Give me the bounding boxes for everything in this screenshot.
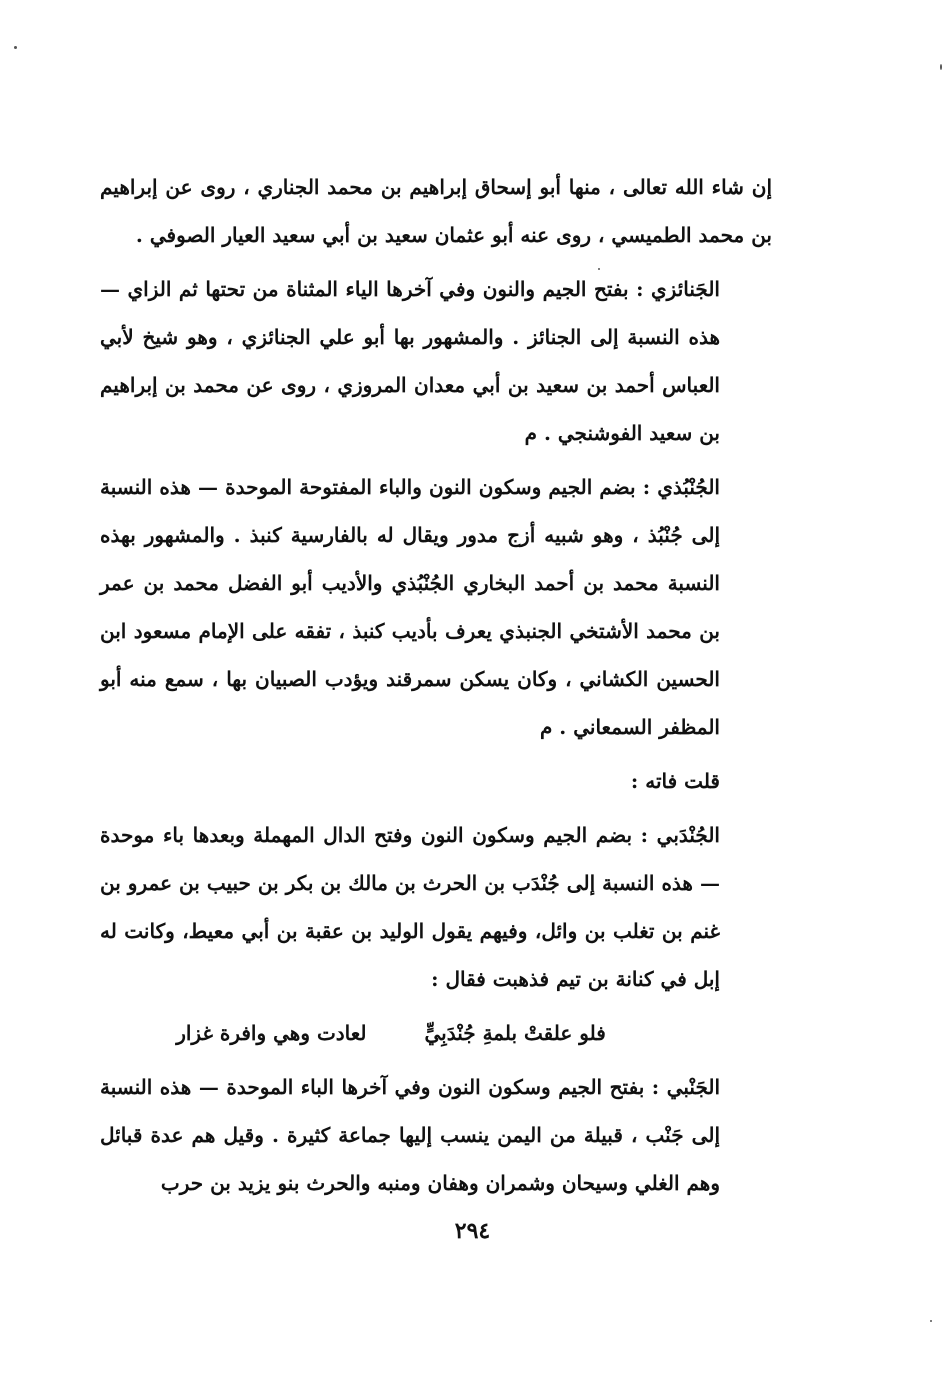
scan-speck	[14, 46, 17, 49]
note-text: قلت فاته :	[630, 769, 720, 793]
paragraph-text: إن شاء الله تعالى ، منها أبو إسحاق إبراهيم بن محمد الجناري ، روى عن إبراهيم بن محمد الطميسي ، روى عنه أبو عثمان سعيد بن أبي سعيد العيار الصوفي .	[100, 175, 772, 247]
entry-heading: الجُنْبُذي	[657, 475, 720, 499]
entry-heading: الجُنْدَبي	[656, 823, 720, 847]
poetry-verse	[100, 1009, 772, 1057]
entry-aljunbudhi	[100, 463, 772, 751]
main-text	[100, 163, 772, 1213]
entry-body: : بفتح الجيم والنون وفي آخرها الياء المثناة من تحتها ثم الزاي — هذه النسبة إلى الجنائز . والمشهور بها أبو علي الجنائزي ، وهو شيخ لأبي العباس أحمد بن سعيد بن أبي معدان المروزي ، روى عن محمد بن إبراهيم بن سعيد الفوشنجي . م	[100, 277, 720, 445]
entry-aljundabi	[100, 811, 772, 1003]
entry-aljanaizi	[100, 265, 772, 457]
note-qult-fatahu	[100, 757, 772, 805]
page-number: ٢٩٤	[454, 1218, 491, 1244]
verse-first-hemistich: فلو علقتْ بلمةِ جُنْدَبِيٍّ	[424, 1021, 606, 1045]
scan-speck	[930, 1320, 932, 1322]
verse-second-hemistich: لعادت وهي وافرة غزار	[176, 1021, 367, 1045]
scan-speck	[940, 64, 942, 70]
paragraph-aljanari-continuation	[100, 163, 772, 259]
entry-heading: الجَنائزي	[651, 277, 720, 301]
entry-body: : بفتح الجيم وسكون النون وفي آخرها الباء الموحدة — هذه النسبة إلى جَنْب ، قبيلة من اليمن ينسب إليها جماعة كثيرة . وقيل هم عدة قبائل وهم الغلي وسيحان وشمران وهفان ومنبه والحرث بنو يزيد بن حرب	[100, 1075, 720, 1195]
scan-speck	[598, 268, 600, 270]
entry-heading: الجَنْبي	[666, 1075, 721, 1099]
entry-aljanbi	[100, 1063, 772, 1207]
entry-body: : بضم الجيم وسكون النون والباء المفتوحة الموحدة — هذه النسبة إلى جُنْبُذ ، وهو شبيه أزج مدور ويقال له بالفارسية كنبذ . والمشهور بهذه النسبة محمد بن أحمد البخاري الجُنْبُذي والأديب أبو الفضل محمد بن عمر بن محمد الأشتخي الجنبذي يعرف بأديب كنبذ ، تفقه على الإمام مسعود ابن الحسين الكشاني ، وكان يسكن سمرقند ويؤدب الصبيان بها ، سمع منه أبو المظفر السمعاني . م	[100, 475, 720, 739]
entry-body: : بضم الجيم وسكون النون وفتح الدال المهملة وبعدها باء موحدة — هذه النسبة إلى جُنْدَب بن الحرث بن مالك بن بكر بن حبيب بن عمرو بن غنم بن تغلب بن وائل، وفيهم يقول الوليد بن عقبة بن أبي معيط، وكانت له إبل في كنانة بن تيم فذهبت فقال :	[100, 823, 720, 991]
